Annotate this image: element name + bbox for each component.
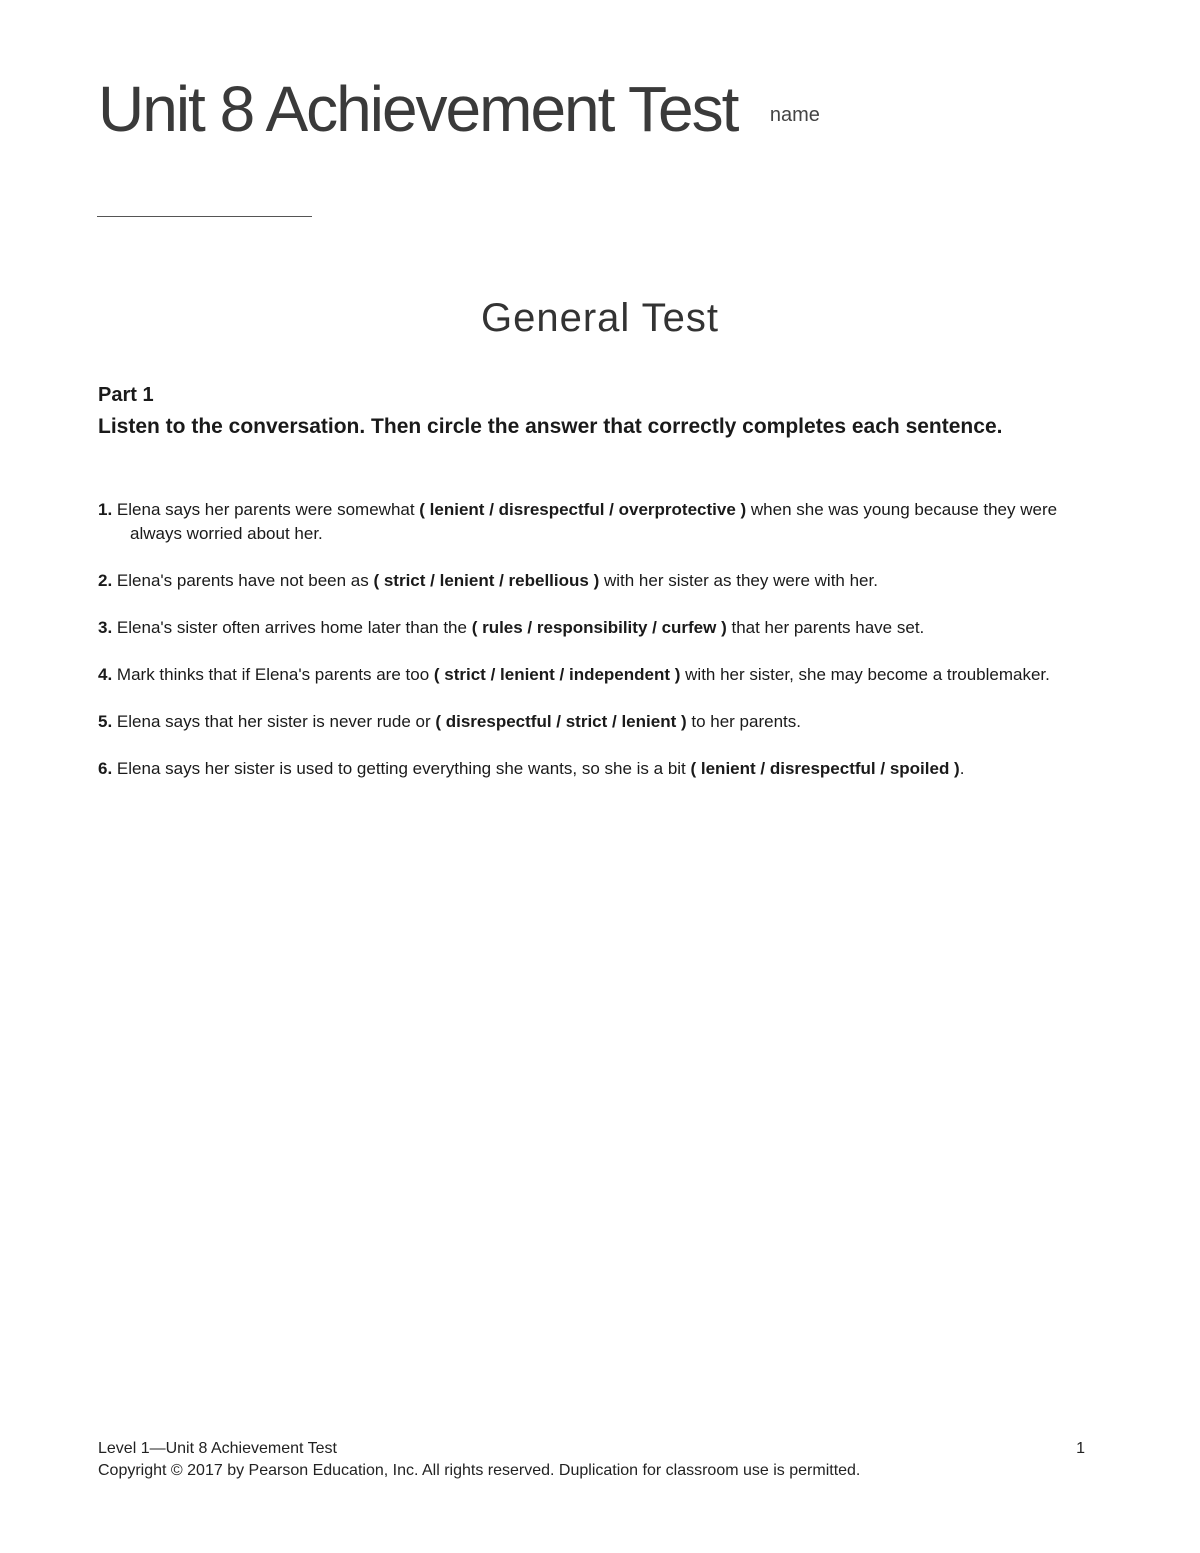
test-title: Unit 8 Achievement Test [98,73,738,145]
page-footer [98,1438,1088,1482]
question-text-after: to her parents. [686,712,801,731]
question-item [98,710,1108,734]
question-item [98,498,1108,546]
part-instructions: Listen to the conversation. Then circle the answer that correctly completes each sentence. [98,415,1003,438]
question-text-before: Elena says her parents were somewhat [116,500,420,519]
footer-level-title: Level 1—Unit 8 Achievement Test [98,1440,337,1457]
question-item [98,616,1108,640]
question-text-before: Mark thinks that if Elena's parents are too [116,665,434,684]
question-item [98,757,1108,781]
page-number: 1 [1076,1440,1085,1457]
part-1-header [98,382,1058,440]
question-number: 2. [98,571,113,590]
question-text-after: with her sister as they were with her. [599,571,878,590]
answer-choices[interactable]: ( lenient / disrespectful / overprotective ) [419,500,747,519]
question-number: 3. [98,618,113,637]
question-text-after: with her sister, she may become a troublemaker. [680,665,1050,684]
question-text-after: . [959,759,965,778]
part-title: Part 1 [98,384,154,406]
answer-choices[interactable]: ( lenient / disrespectful / spoiled ) [690,759,960,778]
copyright-notice: Copyright © 2017 by Pearson Education, Inc. All rights reserved. Duplication for classroom use is permitted. [98,1462,861,1479]
question-text-after: that her parents have set. [726,618,925,637]
section-title: General Test [480,296,720,340]
question-text-before: Elena says that her sister is never rude or [116,712,436,731]
question-number: 4. [98,665,113,684]
name-blank-line [97,216,312,217]
question-list [98,498,1108,804]
question-text-before: Elena's parents have not been as [116,571,374,590]
question-number: 5. [98,712,113,731]
question-text-before: Elena's sister often arrives home later than the [116,618,472,637]
question-number: 6. [98,759,113,778]
question-number: 1. [98,500,113,519]
question-item [98,663,1108,687]
answer-choices[interactable]: ( rules / responsibility / curfew ) [471,618,727,637]
answer-choices[interactable]: ( disrespectful / strict / lenient ) [435,712,687,731]
question-text-after: when she was young because they were always worried about her. [130,500,1058,543]
question-text-before: Elena says her sister is used to getting everything she wants, so she is a bit [116,759,691,778]
answer-choices[interactable]: ( strict / lenient / rebellious ) [373,571,600,590]
page-header [98,72,820,146]
answer-choices[interactable]: ( strict / lenient / independent ) [433,665,681,684]
question-item [98,569,1108,593]
name-label: name [769,104,820,126]
